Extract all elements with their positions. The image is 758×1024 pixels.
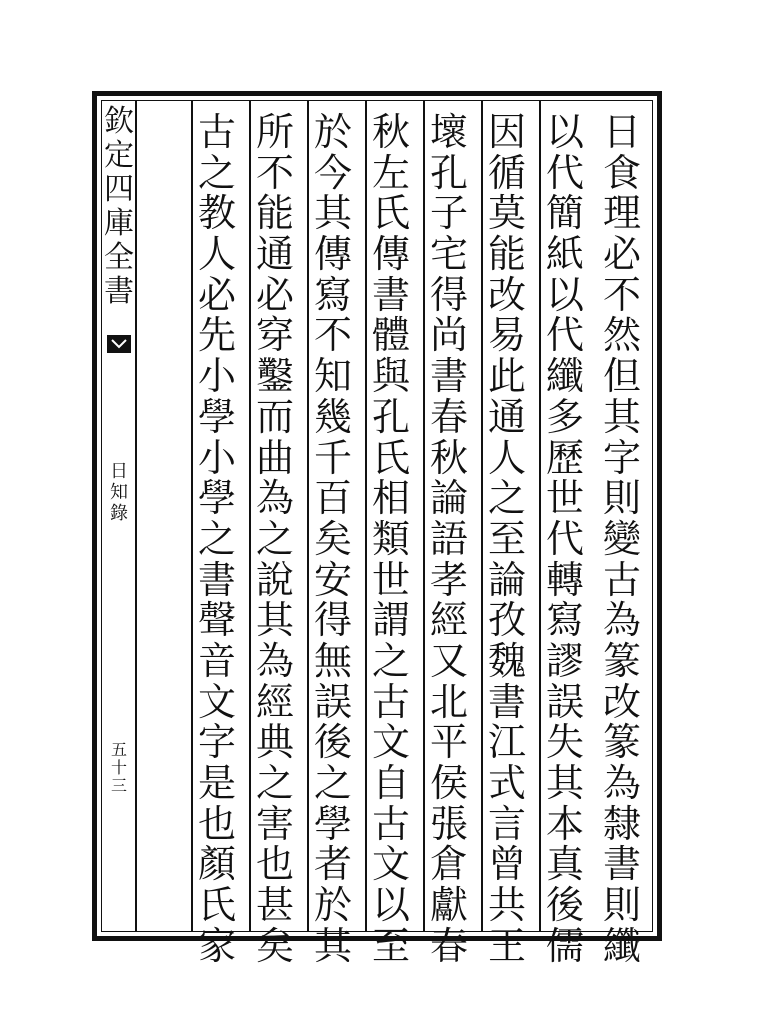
glyph: 謂 <box>371 598 410 643</box>
column-rule <box>307 101 309 931</box>
glyph: 千 <box>313 435 352 480</box>
glyph: 能 <box>255 191 294 236</box>
glyph: 教 <box>197 191 236 236</box>
glyph: 共 <box>487 883 526 928</box>
glyph: 定 <box>104 138 134 173</box>
glyph: 後 <box>545 883 584 928</box>
glyph: 傳 <box>371 232 410 277</box>
glyph: 為 <box>255 638 294 683</box>
glyph: 人 <box>197 232 236 277</box>
column-rule <box>365 101 367 931</box>
glyph: 經 <box>429 598 468 643</box>
glyph: 體 <box>371 313 410 358</box>
glyph: 於 <box>313 883 352 928</box>
glyph: 易 <box>487 313 526 358</box>
glyph: 典 <box>255 720 294 765</box>
glyph: 因 <box>487 110 526 154</box>
glyph: 理 <box>602 191 641 236</box>
glyph: 纖 <box>602 923 641 968</box>
glyph: 曲 <box>255 435 294 480</box>
glyph: 本 <box>545 801 584 846</box>
glyph: 平 <box>429 720 468 765</box>
glyph: 左 <box>371 150 410 195</box>
glyph: 欽 <box>104 104 134 139</box>
glyph: 小 <box>197 354 236 399</box>
glyph: 於 <box>313 110 352 154</box>
glyph: 循 <box>487 150 526 195</box>
glyph: 然 <box>602 313 641 358</box>
glyph: 顏 <box>197 842 236 887</box>
glyph: 五 <box>110 740 127 759</box>
glyph: 改 <box>487 272 526 317</box>
glyph: 失 <box>545 720 584 765</box>
glyph: 全 <box>104 240 134 275</box>
glyph: 獻 <box>429 883 468 928</box>
glyph: 宅 <box>429 232 468 277</box>
glyph: 以 <box>545 110 584 154</box>
glyph: 庫 <box>104 206 134 241</box>
glyph: 孔 <box>429 150 468 195</box>
glyph: 之 <box>197 516 236 561</box>
text-column <box>543 110 587 968</box>
glyph: 變 <box>602 516 641 561</box>
glyph: 幾 <box>313 394 352 439</box>
glyph: 王 <box>487 923 526 968</box>
glyph: 其 <box>313 923 352 968</box>
glyph: 其 <box>313 191 352 236</box>
column-rule <box>539 101 541 931</box>
glyph: 人 <box>487 435 526 480</box>
glyph: 為 <box>602 761 641 805</box>
glyph: 學 <box>197 476 236 521</box>
glyph: 張 <box>429 801 468 846</box>
glyph: 說 <box>255 557 294 602</box>
glyph: 莫 <box>487 191 526 236</box>
glyph: 書 <box>104 274 134 309</box>
glyph: 寫 <box>545 598 584 643</box>
column-rule <box>423 101 425 931</box>
glyph: 語 <box>429 516 468 561</box>
glyph: 甚 <box>255 883 294 928</box>
glyph: 之 <box>197 150 236 195</box>
glyph: 食 <box>602 150 641 195</box>
glyph: 誤 <box>313 679 352 724</box>
glyph: 文 <box>371 720 410 765</box>
glyph: 通 <box>487 394 526 439</box>
glyph: 儒 <box>545 923 584 968</box>
glyph: 式 <box>487 761 526 805</box>
glyph: 則 <box>602 476 641 521</box>
glyph: 書 <box>429 354 468 399</box>
glyph: 孜 <box>487 598 526 643</box>
column-rule <box>249 101 251 931</box>
glyph: 古 <box>371 679 410 724</box>
glyph: 為 <box>602 598 641 643</box>
glyph: 也 <box>197 801 236 846</box>
text-column <box>485 110 529 968</box>
glyph: 學 <box>313 801 352 846</box>
glyph: 古 <box>602 557 641 602</box>
text-column <box>600 110 644 968</box>
glyph: 以 <box>371 883 410 928</box>
glyph: 之 <box>371 638 410 683</box>
glyph: 必 <box>197 272 236 317</box>
glyph: 不 <box>255 150 294 195</box>
glyph: 先 <box>197 313 236 358</box>
glyph: 家 <box>197 923 236 968</box>
glyph: 孝 <box>429 557 468 602</box>
column-rule <box>191 101 193 931</box>
glyph: 纖 <box>545 354 584 399</box>
glyph: 錄 <box>110 503 128 524</box>
glyph: 曾 <box>487 842 526 887</box>
glyph: 後 <box>313 720 352 765</box>
glyph: 壞 <box>429 110 468 154</box>
glyph: 文 <box>371 842 410 887</box>
glyph: 而 <box>255 394 294 439</box>
glyph: 篆 <box>602 720 641 765</box>
glyph: 四 <box>104 172 134 207</box>
glyph: 矣 <box>255 923 294 968</box>
glyph: 矣 <box>313 516 352 561</box>
glyph: 之 <box>255 516 294 561</box>
glyph: 聲 <box>197 598 236 643</box>
glyph: 日 <box>110 461 128 482</box>
glyph: 轉 <box>545 557 584 602</box>
glyph: 至 <box>487 516 526 561</box>
glyph: 無 <box>313 638 352 683</box>
glyph: 不 <box>602 272 641 317</box>
glyph: 以 <box>545 272 584 317</box>
text-column <box>369 110 413 968</box>
glyph: 篆 <box>602 638 641 683</box>
glyph: 秋 <box>429 435 468 480</box>
glyph: 經 <box>255 679 294 724</box>
glyph: 日 <box>602 110 641 154</box>
glyph: 氏 <box>197 883 236 928</box>
page-number <box>102 741 136 795</box>
glyph: 改 <box>602 679 641 724</box>
glyph: 誤 <box>545 679 584 724</box>
glyph: 古 <box>371 801 410 846</box>
glyph: 北 <box>429 679 468 724</box>
text-column <box>253 110 297 968</box>
glyph: 知 <box>110 482 128 503</box>
text-column <box>427 110 471 968</box>
glyph: 學 <box>197 394 236 439</box>
glyph: 此 <box>487 354 526 399</box>
glyph: 書 <box>197 557 236 602</box>
glyph: 言 <box>487 801 526 846</box>
glyph: 不 <box>313 313 352 358</box>
glyph: 侯 <box>429 761 468 805</box>
glyph: 百 <box>313 476 352 521</box>
glyph: 氏 <box>371 435 410 480</box>
glyph: 小 <box>197 435 236 480</box>
book-title <box>102 461 136 524</box>
glyph: 為 <box>255 476 294 521</box>
glyph: 謬 <box>545 638 584 683</box>
glyph: 尚 <box>429 313 468 358</box>
glyph: 其 <box>545 761 584 805</box>
glyph: 通 <box>255 232 294 277</box>
glyph: 則 <box>602 883 641 928</box>
glyph: 書 <box>602 842 641 887</box>
page-frame <box>92 91 662 968</box>
glyph: 簡 <box>545 191 584 236</box>
text-column <box>311 110 355 968</box>
glyph: 又 <box>429 638 468 683</box>
glyph: 字 <box>602 435 641 480</box>
glyph: 也 <box>255 842 294 887</box>
glyph: 魏 <box>487 638 526 683</box>
glyph: 得 <box>313 598 352 643</box>
glyph: 古 <box>197 110 236 154</box>
glyph: 氏 <box>371 191 410 236</box>
glyph: 知 <box>313 354 352 399</box>
glyph: 鑿 <box>255 354 294 399</box>
fish-tail-icon <box>102 333 136 355</box>
glyph: 必 <box>602 232 641 277</box>
glyph: 自 <box>371 761 410 805</box>
column-rule <box>481 101 483 931</box>
glyph: 世 <box>371 557 410 602</box>
text-area <box>101 100 653 968</box>
glyph: 論 <box>487 557 526 602</box>
glyph: 今 <box>313 150 352 195</box>
glyph: 者 <box>313 842 352 887</box>
glyph: 所 <box>255 110 294 154</box>
glyph: 代 <box>545 313 584 358</box>
glyph: 字 <box>197 720 236 765</box>
glyph: 穿 <box>255 313 294 358</box>
glyph: 代 <box>545 150 584 195</box>
glyph: 是 <box>197 761 236 805</box>
glyph: 之 <box>313 761 352 805</box>
glyph: 多 <box>545 394 584 439</box>
glyph: 書 <box>371 272 410 317</box>
glyph: 安 <box>313 557 352 602</box>
glyph: 害 <box>255 801 294 846</box>
glyph: 真 <box>545 842 584 887</box>
glyph: 世 <box>545 476 584 521</box>
glyph: 歷 <box>545 435 584 480</box>
glyph: 三 <box>110 776 127 795</box>
glyph: 寫 <box>313 272 352 317</box>
glyph: 倉 <box>429 842 468 887</box>
glyph: 紙 <box>545 232 584 277</box>
glyph: 其 <box>602 394 641 439</box>
series-title <box>102 105 136 309</box>
glyph: 與 <box>371 354 410 399</box>
glyph: 能 <box>487 232 526 277</box>
glyph: 孔 <box>371 394 410 439</box>
glyph: 其 <box>255 598 294 643</box>
glyph: 代 <box>545 516 584 561</box>
glyph: 之 <box>255 761 294 805</box>
glyph: 書 <box>487 679 526 724</box>
glyph: 十 <box>110 758 127 777</box>
glyph: 江 <box>487 720 526 765</box>
glyph: 春 <box>429 394 468 439</box>
glyph: 必 <box>255 272 294 317</box>
glyph: 春 <box>429 923 468 968</box>
glyph: 子 <box>429 191 468 236</box>
glyph: 之 <box>487 476 526 521</box>
glyph: 至 <box>371 923 410 968</box>
glyph: 音 <box>197 638 236 683</box>
glyph: 但 <box>602 354 641 399</box>
glyph: 得 <box>429 272 468 317</box>
glyph: 類 <box>371 516 410 561</box>
glyph: 文 <box>197 679 236 724</box>
glyph: 隸 <box>602 801 641 846</box>
glyph: 論 <box>429 476 468 521</box>
text-column <box>195 110 239 968</box>
glyph: 傳 <box>313 232 352 277</box>
glyph: 相 <box>371 476 410 521</box>
glyph: 秋 <box>371 110 410 154</box>
